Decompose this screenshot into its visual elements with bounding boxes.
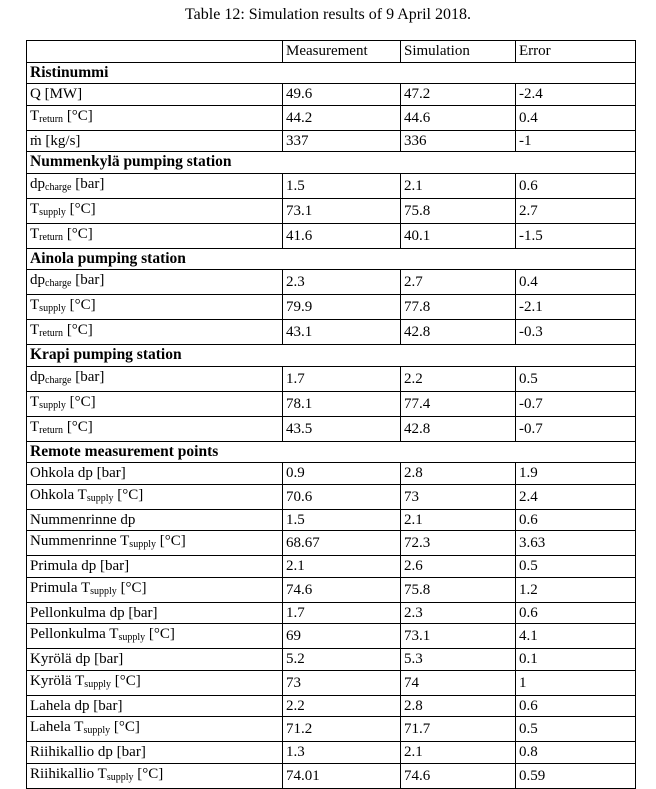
row-label-unit: [°C] [65, 297, 96, 313]
simulation-cell: 2.1 [401, 509, 516, 531]
error-cell: -2.4 [516, 84, 636, 106]
row-label-cell [27, 105, 283, 130]
error-cell: 0.5 [516, 717, 636, 742]
measurement-cell: 337 [283, 130, 401, 152]
row-label: dp [30, 272, 45, 288]
row-label-subscript: supply [118, 632, 146, 643]
row-label: Primula dp [bar] [30, 558, 130, 575]
row-label-subscript: return [39, 424, 64, 436]
results-table-body [27, 41, 636, 789]
error-cell: 2.7 [516, 198, 636, 223]
row-label-cell [27, 763, 283, 788]
row-label-subscript: supply [39, 303, 66, 314]
simulation-cell: 74.6 [401, 763, 516, 788]
measurement-cell: 74.01 [283, 763, 401, 788]
error-cell: -2.1 [516, 295, 636, 320]
measurement-cell: 43.1 [283, 320, 401, 345]
measurement-cell: 71.2 [283, 717, 401, 742]
header-cell-measurement: Measurement [283, 41, 401, 63]
row-label-subscript: supply [84, 678, 111, 690]
section-row [27, 345, 636, 367]
simulation-cell: 2.8 [401, 463, 516, 485]
simulation-cell: 42.8 [401, 320, 516, 345]
table-row [27, 742, 636, 764]
row-label-subscript: supply [106, 771, 134, 783]
row-label-cell [27, 173, 283, 198]
error-cell: 0.6 [516, 173, 636, 198]
row-label-subscript: supply [86, 492, 114, 504]
simulation-cell: 71.7 [401, 717, 516, 742]
section-row [27, 248, 636, 270]
row-label: Riihikallio dp [bar] [30, 744, 146, 761]
error-cell: 0.4 [516, 105, 636, 130]
error-cell: -1.5 [516, 223, 636, 248]
table-row [27, 624, 636, 649]
row-label-unit: [bar] [71, 175, 105, 192]
row-label-unit: [°C] [110, 719, 140, 735]
simulation-cell: 5.3 [401, 649, 516, 671]
table-row [27, 270, 636, 295]
header-row [27, 41, 636, 63]
row-label-subscript: supply [129, 539, 156, 550]
row-label-cell [27, 130, 283, 152]
table-row [27, 484, 636, 509]
table-row [27, 416, 636, 441]
error-cell: 3.63 [516, 531, 636, 556]
row-label-subscript: supply [83, 725, 111, 736]
simulation-cell: 77.8 [401, 295, 516, 320]
table-row [27, 84, 636, 106]
error-cell: 1 [516, 670, 636, 695]
header-cell-error: Error [516, 41, 636, 63]
error-cell: -0.7 [516, 391, 636, 416]
row-label-unit: [bar] [71, 368, 105, 385]
row-label-unit: [°C] [145, 626, 175, 642]
row-label-cell [27, 84, 283, 106]
table-row [27, 463, 636, 485]
measurement-cell: 1.7 [283, 602, 401, 624]
measurement-cell: 1.3 [283, 742, 401, 764]
row-label: Kyrölä dp [bar] [30, 651, 124, 668]
row-label: T [30, 200, 40, 217]
error-cell: 0.6 [516, 602, 636, 624]
header-cell-label [27, 41, 283, 63]
section-row [27, 152, 636, 174]
row-label-cell [27, 463, 283, 485]
error-cell: 2.4 [516, 484, 636, 509]
row-label-cell [27, 391, 283, 416]
error-cell: 4.1 [516, 624, 636, 649]
table-row [27, 173, 636, 198]
measurement-cell: 73.1 [283, 198, 401, 223]
error-cell: 0.5 [516, 366, 636, 391]
row-label: T [30, 322, 40, 338]
simulation-cell: 74 [401, 670, 516, 695]
row-label-unit: [°C] [155, 533, 186, 549]
error-cell: 1.9 [516, 463, 636, 485]
row-label: ṁ [kg/s] [30, 132, 81, 149]
section-title: Krapi pumping station [27, 345, 636, 367]
table-row [27, 577, 636, 602]
error-cell: -1 [516, 130, 636, 152]
row-label: T [30, 418, 40, 435]
error-cell: 0.6 [516, 509, 636, 531]
row-label: Ohkola T [30, 486, 87, 503]
row-label-unit: [°C] [63, 225, 93, 242]
simulation-cell: 75.8 [401, 577, 516, 602]
simulation-cell: 47.2 [401, 84, 516, 106]
row-label-cell [27, 624, 283, 649]
row-label-cell [27, 320, 283, 345]
simulation-cell: 40.1 [401, 223, 516, 248]
row-label-cell [27, 670, 283, 695]
row-label: Riihikallio T [30, 765, 107, 782]
row-label-subscript: charge [45, 181, 72, 193]
row-label-unit: [°C] [63, 418, 93, 435]
row-label: dp [30, 368, 45, 385]
row-label: Pellonkulma dp [bar] [30, 604, 158, 621]
row-label-unit: [°C] [116, 579, 147, 596]
measurement-cell: 2.1 [283, 556, 401, 578]
error-cell: -0.3 [516, 320, 636, 345]
row-label: Lahela dp [bar] [30, 697, 123, 714]
section-title: Ristinummi [27, 62, 636, 84]
row-label-unit: [°C] [113, 486, 144, 503]
row-label-cell [27, 649, 283, 671]
error-cell: 0.1 [516, 649, 636, 671]
measurement-cell: 1.5 [283, 173, 401, 198]
table-row [27, 509, 636, 531]
row-label: dp [30, 175, 45, 192]
header-cell-simulation: Simulation [401, 41, 516, 63]
table-row [27, 366, 636, 391]
row-label: Pellonkulma T [30, 626, 119, 642]
table-row [27, 391, 636, 416]
measurement-cell: 73 [283, 670, 401, 695]
simulation-cell: 42.8 [401, 416, 516, 441]
error-cell: 0.8 [516, 742, 636, 764]
measurement-cell: 68.67 [283, 531, 401, 556]
measurement-cell: 5.2 [283, 649, 401, 671]
row-label-subscript: supply [90, 585, 117, 597]
table-row [27, 223, 636, 248]
row-label-cell [27, 742, 283, 764]
measurement-cell: 78.1 [283, 391, 401, 416]
simulation-cell: 77.4 [401, 391, 516, 416]
row-label-unit: [°C] [63, 107, 93, 124]
simulation-cell: 75.8 [401, 198, 516, 223]
error-cell: 0.6 [516, 695, 636, 717]
measurement-cell: 1.7 [283, 366, 401, 391]
section-row [27, 62, 636, 84]
row-label-cell [27, 717, 283, 742]
measurement-cell: 74.6 [283, 577, 401, 602]
table-row [27, 695, 636, 717]
row-label-unit: [bar] [71, 272, 105, 288]
measurement-cell: 1.5 [283, 509, 401, 531]
row-label-cell [27, 484, 283, 509]
simulation-cell: 73.1 [401, 624, 516, 649]
row-label: Kyrölä T [30, 672, 85, 689]
measurement-cell: 79.9 [283, 295, 401, 320]
simulation-cell: 336 [401, 130, 516, 152]
error-cell: 1.2 [516, 577, 636, 602]
row-label-cell [27, 556, 283, 578]
row-label-subscript: return [39, 231, 64, 243]
table-row [27, 198, 636, 223]
row-label: T [30, 393, 40, 410]
measurement-cell: 43.5 [283, 416, 401, 441]
row-label-cell [27, 198, 283, 223]
row-label-cell [27, 223, 283, 248]
simulation-cell: 2.7 [401, 270, 516, 295]
row-label-cell [27, 509, 283, 531]
row-label-subscript: return [39, 328, 64, 339]
row-label: Lahela T [30, 719, 84, 735]
row-label-cell [27, 531, 283, 556]
table-row [27, 763, 636, 788]
table-caption: Table 12: Simulation results of 9 April 2018. [185, 6, 471, 23]
row-label: Primula T [30, 579, 91, 596]
measurement-cell: 41.6 [283, 223, 401, 248]
row-label: Ohkola dp [bar] [30, 465, 126, 482]
row-label-cell [27, 577, 283, 602]
row-label: T [30, 225, 40, 242]
row-label-cell [27, 695, 283, 717]
error-cell: -0.7 [516, 416, 636, 441]
row-label-unit: [°C] [110, 672, 141, 689]
simulation-cell: 2.8 [401, 695, 516, 717]
row-label: Nummenrinne dp [30, 511, 136, 528]
row-label-cell [27, 270, 283, 295]
simulation-cell: 2.1 [401, 742, 516, 764]
simulation-cell: 2.6 [401, 556, 516, 578]
measurement-cell: 2.3 [283, 270, 401, 295]
row-label-unit: [°C] [65, 393, 96, 410]
row-label-cell [27, 602, 283, 624]
row-label: T [30, 107, 40, 124]
measurement-cell: 69 [283, 624, 401, 649]
table-row [27, 670, 636, 695]
table-row [27, 649, 636, 671]
error-cell: 0.5 [516, 556, 636, 578]
section-title: Ainola pumping station [27, 248, 636, 270]
row-label-subscript: charge [45, 374, 72, 386]
table-row [27, 130, 636, 152]
row-label-subscript: charge [45, 278, 72, 289]
measurement-cell: 0.9 [283, 463, 401, 485]
row-label: T [30, 297, 40, 313]
section-row [27, 441, 636, 463]
simulation-cell: 2.3 [401, 602, 516, 624]
measurement-cell: 49.6 [283, 84, 401, 106]
row-label-cell [27, 366, 283, 391]
simulation-cell: 73 [401, 484, 516, 509]
row-label-subscript: return [39, 113, 64, 125]
table-row [27, 717, 636, 742]
results-table [26, 40, 636, 789]
table-row [27, 320, 636, 345]
row-label-subscript: supply [39, 206, 66, 218]
error-cell: 0.59 [516, 763, 636, 788]
error-cell: 0.4 [516, 270, 636, 295]
row-label: Q [MW] [30, 86, 83, 103]
row-label: Nummenrinne T [30, 533, 130, 549]
table-row [27, 556, 636, 578]
row-label-cell [27, 416, 283, 441]
simulation-cell: 44.6 [401, 105, 516, 130]
row-label-cell [27, 295, 283, 320]
row-label-subscript: supply [39, 399, 66, 411]
table-row [27, 105, 636, 130]
row-label-unit: [°C] [63, 322, 93, 338]
simulation-cell: 72.3 [401, 531, 516, 556]
row-label-unit: [°C] [65, 200, 96, 217]
section-title: Remote measurement points [27, 441, 636, 463]
simulation-cell: 2.1 [401, 173, 516, 198]
table-row [27, 295, 636, 320]
simulation-cell: 2.2 [401, 366, 516, 391]
section-title: Nummenkylä pumping station [27, 152, 636, 174]
measurement-cell: 70.6 [283, 484, 401, 509]
measurement-cell: 44.2 [283, 105, 401, 130]
row-label-unit: [°C] [133, 765, 164, 782]
measurement-cell: 2.2 [283, 695, 401, 717]
table-row [27, 531, 636, 556]
table-row [27, 602, 636, 624]
